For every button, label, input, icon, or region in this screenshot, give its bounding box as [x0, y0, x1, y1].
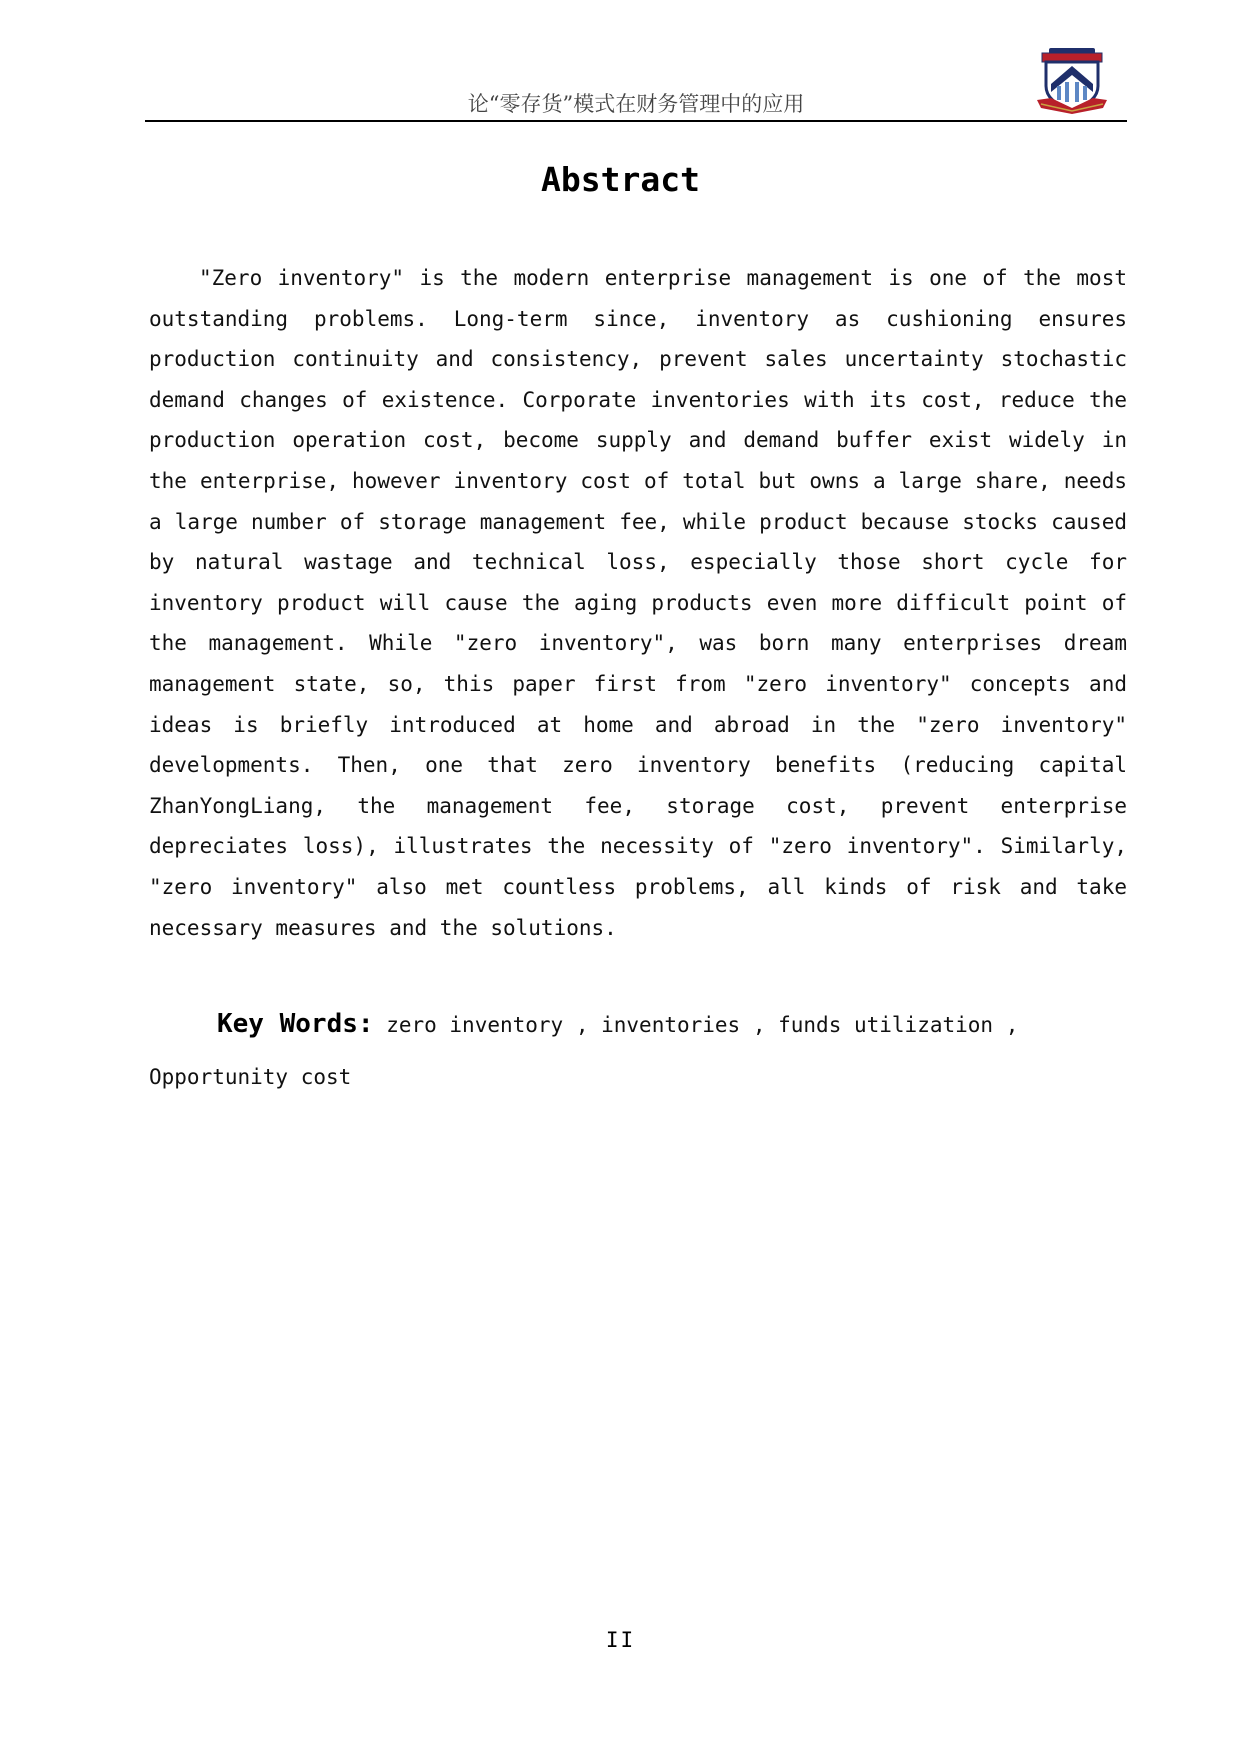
abstract-heading: Abstract: [541, 160, 700, 199]
abstract-body: "Zero inventory" is the modern enterprise management is one of the most outstanding problems. Long-term since, inventory as cushioning ensures production continuity and consistency, prevent sales uncertainty stochastic demand changes of existence. Corporate inventories with its cost, reduce the production operation cost, become supply and demand buffer exist widely in the enterprise, however inventory cost of total but owns a large share, needs a large number of storage management fee, while product because stocks caused by natural wastage and technical loss, especially those short cycle for inventory product will cause the aging products even more difficult point of the management. While "zero inventory", was born many enterprises dream management state, so, this paper first from "zero inventory" concepts and ideas is briefly introduced at home and abroad in the "zero inventory" developments. Then, one that zero inventory benefits (reducing capital ZhanYongLiang, the management fee, storage cost, prevent enterprise depreciates loss), illustrates the necessity of "zero inventory". Similarly, "zero inventory" also met countless problems, all kinds of risk and take necessary measures and the solutions.: [149, 266, 1127, 940]
keywords-paragraph: [149, 998, 1169, 1103]
keywords-text: zero inventory , inventories , funds utilization , Opportunity cost: [149, 1013, 1019, 1089]
running-header-title: 论“零存货”模式在财务管理中的应用: [467, 92, 805, 116]
page-number: II: [605, 1628, 636, 1652]
university-emblem-icon: [1037, 48, 1107, 114]
keywords-label: Key Words:: [217, 1009, 374, 1039]
header-rule: [145, 120, 1127, 122]
page-header: [145, 48, 1127, 122]
